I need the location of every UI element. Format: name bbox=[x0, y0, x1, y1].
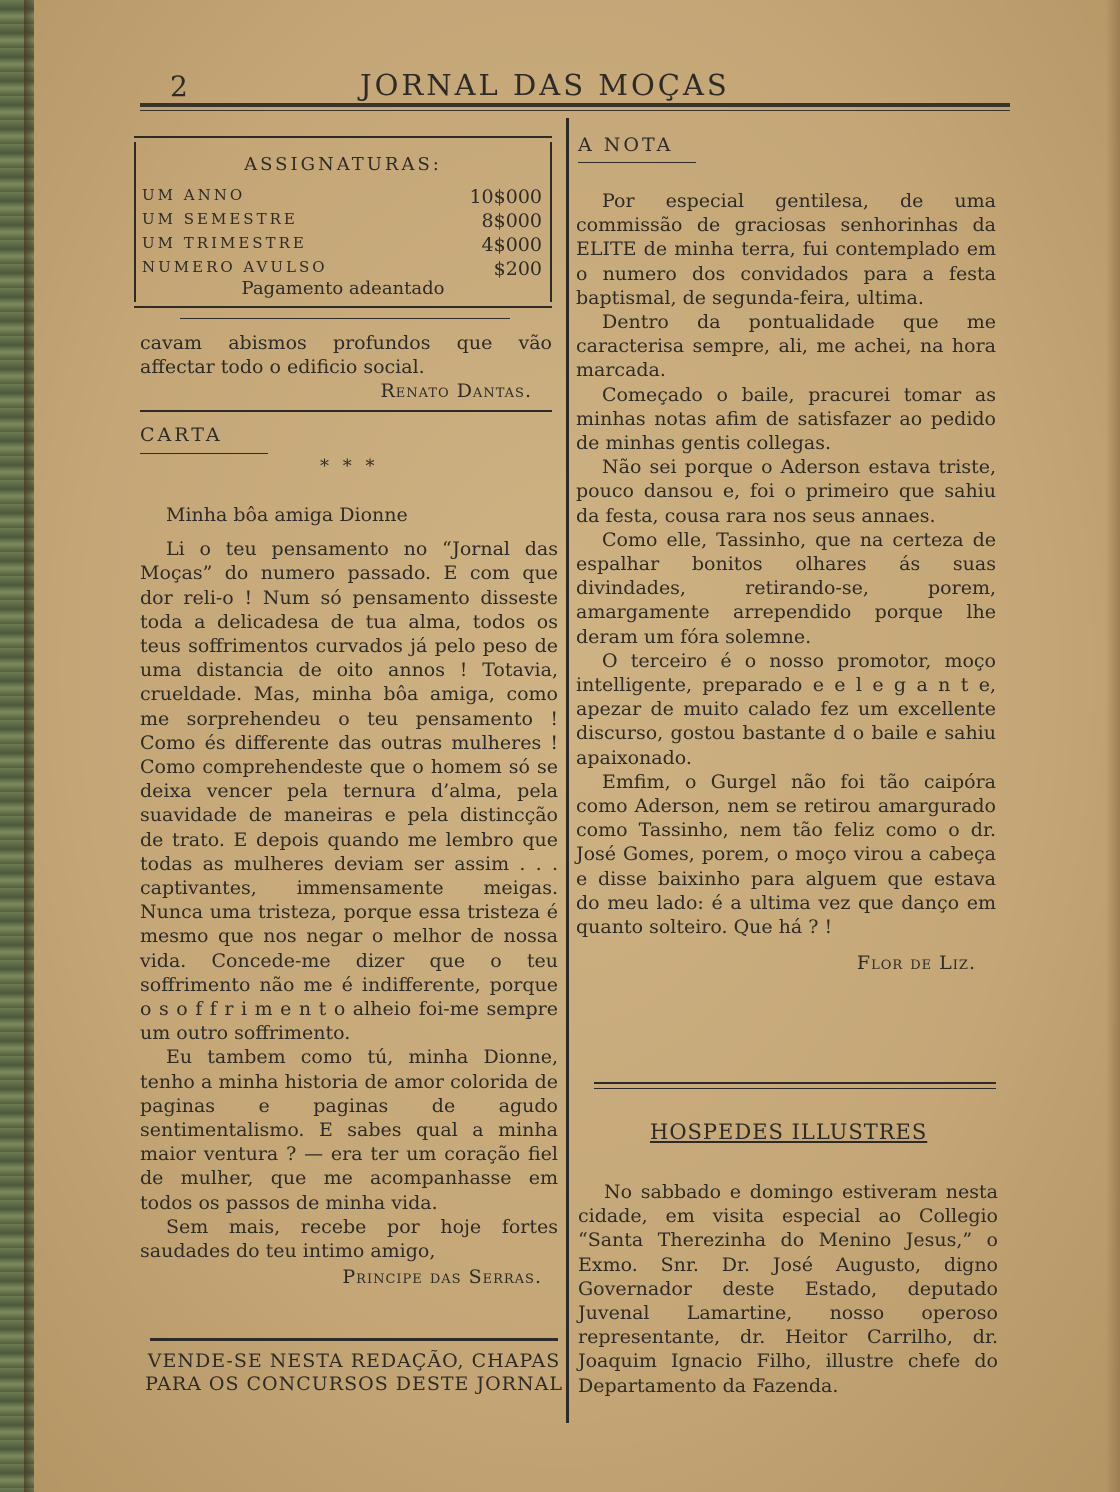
subscription-price: 10$000 bbox=[469, 186, 542, 208]
carta-paragraph: Eu tambem como tú, minha Dionne, tenho a minha historia de amor colorida de paginas e paginas de agudo sentimentalismo. E sabes qual a minha maior ventura ? — era ter um coração fiel de mulher, que me acompanhasse em todos os passos de minha vida. bbox=[140, 1046, 558, 1214]
subscriptions-box-underline bbox=[180, 318, 510, 319]
page-number: 2 bbox=[170, 70, 188, 103]
hospedes-heading: HOSPEDES ILLUSTRES bbox=[650, 1120, 928, 1144]
notice-rule bbox=[150, 1338, 558, 1341]
binding-edge bbox=[0, 0, 34, 1492]
nota-paragraph: Começado o baile, pracurei tomar as minhas notas afim de satisfazer ao pedido de minhas gentis collegas. bbox=[576, 383, 996, 455]
carta-heading-rule bbox=[140, 453, 268, 454]
subscription-label: UM ANNO bbox=[142, 186, 246, 204]
masthead-title: JORNAL DAS MOÇAS bbox=[360, 68, 730, 102]
column-separator bbox=[566, 118, 569, 1423]
nota-paragraph: Por especial gentilesa, de uma commissão de graciosas senhorinhas da ELITE de minha terra, fui contemplado em o numero dos convidados para a festa baptismal, de segunda-feira, ultima. bbox=[576, 190, 996, 309]
subscription-row bbox=[142, 186, 542, 208]
section-rule bbox=[140, 410, 552, 412]
ornament-asterisks: * * * bbox=[320, 456, 379, 477]
subscription-row bbox=[142, 210, 542, 232]
section-rule bbox=[594, 1082, 996, 1084]
subscription-label: UM SEMESTRE bbox=[142, 210, 298, 228]
subscription-label: UM TRIMESTRE bbox=[142, 234, 307, 252]
subscription-note: Pagamento adeantado bbox=[241, 278, 445, 299]
nota-paragraph: Emfim, o Gurgel não foi tão caipóra como Aderson, nem se retirou amargurado como Tassinho, nem tão feliz como o dr. José Gomes, porem, o moço virou a cabeça e disse baixinho para alguem que estava do meu lado: é a ultima vez que danço em quanto solteiro. Que há ? ! bbox=[576, 770, 996, 939]
section-rule-thin bbox=[594, 1088, 996, 1089]
nota-signature: Flor de Liz. bbox=[856, 952, 976, 975]
nota-heading: A NOTA bbox=[578, 134, 674, 156]
subscription-price: $200 bbox=[493, 258, 542, 280]
subscriptions-box-top bbox=[134, 136, 552, 138]
nota-paragraph: O terceiro é o nosso promotor, moço intelligente, preparado e e l e g a n t e, apezar de muito calado fez um excellente discurso, gostou bastante d o baile e sahiu apaixonado. bbox=[576, 649, 996, 769]
nota-heading-rule bbox=[578, 162, 696, 163]
subscriptions-title: ASSIGNATURAS: bbox=[244, 154, 442, 175]
carta-signature: Principe das Serras. bbox=[342, 1266, 542, 1289]
subscription-row bbox=[142, 258, 542, 280]
hospedes-article bbox=[578, 1180, 998, 1398]
subscription-price: 8$000 bbox=[481, 210, 542, 232]
continuation-signature: Renato Dantas. bbox=[380, 380, 532, 403]
carta-heading: CARTA bbox=[140, 424, 223, 446]
carta-paragraph: Sem mais, recebe por hoje fortes saudades do teu intimo amigo, bbox=[140, 1215, 558, 1263]
page-edge-shadow bbox=[1106, 0, 1120, 1492]
continuation-text: cavam abismos profundos que vão affectar todo o edificio social. bbox=[140, 332, 552, 379]
subscriptions-box-bottom bbox=[134, 306, 552, 308]
subscriptions-box bbox=[134, 142, 552, 302]
hospedes-paragraph: No sabbado e domingo estiveram nesta cidade, em visita especial ao Collegio “Santa Therezinha do Menino Jesus,” o Exmo. Snr. Dr. José Augusto, digno Governador deste Estado, deputado Juvenal Lamartine, nosso operoso representante, dr. Heitor Carrilho, dr. Joaquim Ignacio Filho, illustre chefe do Departamento da Fazenda. bbox=[578, 1181, 998, 1397]
carta-letter bbox=[140, 503, 558, 1290]
nota-article bbox=[576, 189, 996, 976]
nota-paragraph: Como elle, Tassinho, que na certeza de espalhar bonitos olhares ás suas divindades, retirando-se, porem, amargamente arrependido porque lhe deram um fóra solemne. bbox=[576, 528, 996, 648]
subscription-row bbox=[142, 234, 542, 256]
header-rule-thin bbox=[140, 110, 1010, 111]
subscription-price: 4$000 bbox=[481, 234, 542, 256]
nota-paragraph: Dentro da pontualidade que me caracterisa sempre, ali, me achei, na hora marcada. bbox=[576, 311, 996, 382]
header-rule bbox=[140, 103, 1010, 107]
sale-notice: VENDE-SE NESTA REDAÇÃO, CHAPAS PARA OS CONCURSOS DESTE JORNAL bbox=[145, 1350, 563, 1395]
carta-salutation: Minha bôa amiga Dionne bbox=[166, 504, 408, 526]
carta-paragraph: Li o teu pensamento no “Jornal das Moças” do numero passado. E com que dor reli-o ! Num só pensamento disseste toda a delicadesa de tua alma, todos os teus soffrimentos curvados já pelo peso de uma distancia de oito annos ! Totavia, crueldade. Mas, minha bôa amiga, como me sorprehendeu o teu pensamento ! Como és differente das outras mulheres ! Como comprehendeste que o homem só se deixa vencer pela ternura d’alma, pela suavidade de maneiras e pela distincção de trato. E depois quando me lembro que todas as mulheres deviam ser assim . . . captivantes, immensamente meigas. Nunca uma tristeza, porque essa tristeza é mesmo que nos negar o melhor de nossa vida. Concede-me dizer que o teu soffrimento não me é indifferente, porque o s o f f r i m e n t o alheio foi-me sempre um outro soffrimento. bbox=[140, 538, 558, 1045]
subscription-label: NUMERO AVULSO bbox=[142, 258, 328, 276]
continuation-article bbox=[140, 331, 552, 404]
nota-paragraph: Não sei porque o Aderson estava triste, pouco dansou e, foi o primeiro que sahiu da festa, cousa rara nos seus annaes. bbox=[576, 456, 996, 527]
